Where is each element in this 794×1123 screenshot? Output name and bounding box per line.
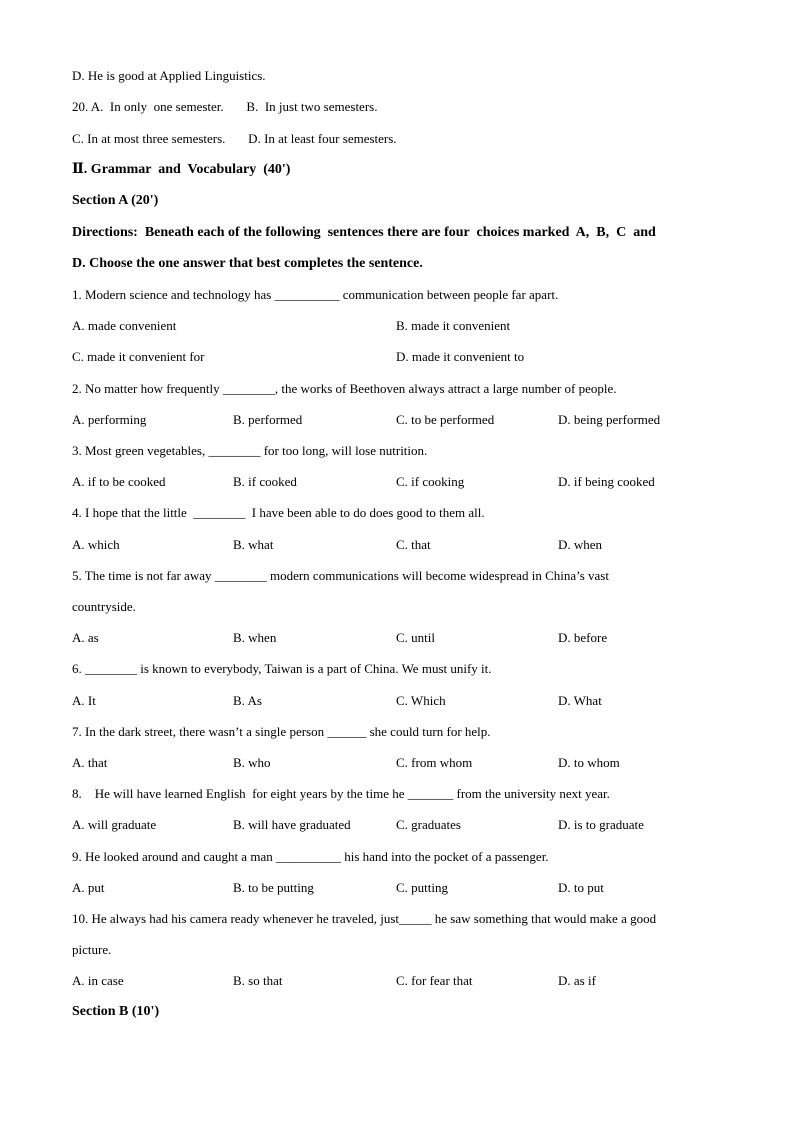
answer-option: A. made convenient — [72, 318, 177, 333]
question-stem: 3. Most green vegetables, ________ for too long, will lose nutrition. — [72, 443, 428, 458]
answer-option: C. for fear that — [396, 973, 473, 988]
answer-option: B. made it convenient — [396, 318, 511, 333]
answer-option: D. to put — [558, 880, 604, 895]
q20-options-ab: 20. A. In only one semester. B. In just two semesters. — [72, 99, 378, 114]
question-stem: 5. The time is not far away ________ modern communications will become widespread in China’s vast — [72, 568, 609, 583]
directions-line-1: Directions: Beneath each of the following sentences there are four choices marked A, B, C and — [72, 225, 656, 240]
answer-option: B. will have graduated — [233, 817, 351, 832]
answer-option: C. putting — [396, 880, 449, 895]
answer-option: A. put — [72, 880, 105, 895]
answer-option: D. if being cooked — [558, 474, 655, 489]
answer-option: D. is to graduate — [558, 817, 644, 832]
answer-option: C. Which — [396, 693, 446, 708]
answer-option: B. performed — [233, 412, 303, 427]
part-ii-heading: Ⅱ. Grammar and Vocabulary (40') — [72, 162, 291, 177]
answer-option: C. to be performed — [396, 412, 495, 427]
answer-option: D. as if — [558, 973, 596, 988]
answer-option: C. until — [396, 630, 436, 645]
answer-option: B. so that — [233, 973, 283, 988]
answer-option: A. in case — [72, 973, 124, 988]
answer-option: A. performing — [72, 412, 147, 427]
answer-option: C. graduates — [396, 817, 461, 832]
answer-option: D. What — [558, 693, 602, 708]
answer-option: D. to whom — [558, 755, 620, 770]
answer-option: A. as — [72, 630, 99, 645]
question-stem: 2. No matter how frequently ________, the works of Beethoven always attract a large number of people. — [72, 381, 617, 396]
question-stem: 6. ________ is known to everybody, Taiwan is a part of China. We must unify it. — [72, 661, 492, 676]
answer-option: D. when — [558, 537, 603, 552]
answer-option: C. from whom — [396, 755, 473, 770]
answer-option: D. before — [558, 630, 608, 645]
answer-option: A. will graduate — [72, 817, 157, 832]
answer-option: A. that — [72, 755, 108, 770]
question-stem: countryside. — [72, 599, 136, 614]
question-stem: 9. He looked around and caught a man __________ his hand into the pocket of a passenger. — [72, 849, 549, 864]
directions-line-2: D. Choose the one answer that best completes the sentence. — [72, 256, 423, 271]
question-stem: 10. He always had his camera ready whenever he traveled, just_____ he saw something that would make a good — [72, 911, 657, 926]
question-stem: 8. He will have learned English for eight years by the time he _______ from the university next year. — [72, 786, 610, 801]
answer-option: D. made it convenient to — [396, 349, 525, 364]
answer-option: A. if to be cooked — [72, 474, 166, 489]
question-stem: 7. In the dark street, there wasn’t a single person ______ she could turn for help. — [72, 724, 491, 739]
question-stem: 4. I hope that the little ________ I have been able to do does good to them all. — [72, 505, 485, 520]
answer-option: C. if cooking — [396, 474, 465, 489]
q20-options-cd: C. In at most three semesters. D. In at least four semesters. — [72, 131, 397, 146]
question-stem: picture. — [72, 942, 112, 957]
answer-option: D. being performed — [558, 412, 661, 427]
answer-option: B. who — [233, 755, 271, 770]
answer-option: B. if cooked — [233, 474, 297, 489]
section-a-heading: Section A (20') — [72, 193, 159, 208]
answer-option: A. It — [72, 693, 96, 708]
question-stem: 1. Modern science and technology has __________ communication between people far apart. — [72, 287, 559, 302]
answer-option: B. As — [233, 693, 262, 708]
answer-option: B. what — [233, 537, 274, 552]
answer-option: C. that — [396, 537, 431, 552]
answer-option: C. made it convenient for — [72, 349, 205, 364]
q19-option-d: D. He is good at Applied Linguistics. — [72, 68, 266, 83]
answer-option: A. which — [72, 537, 120, 552]
answer-option: B. when — [233, 630, 277, 645]
section-b-heading: Section B (10') — [72, 1004, 160, 1019]
answer-option: B. to be putting — [233, 880, 314, 895]
